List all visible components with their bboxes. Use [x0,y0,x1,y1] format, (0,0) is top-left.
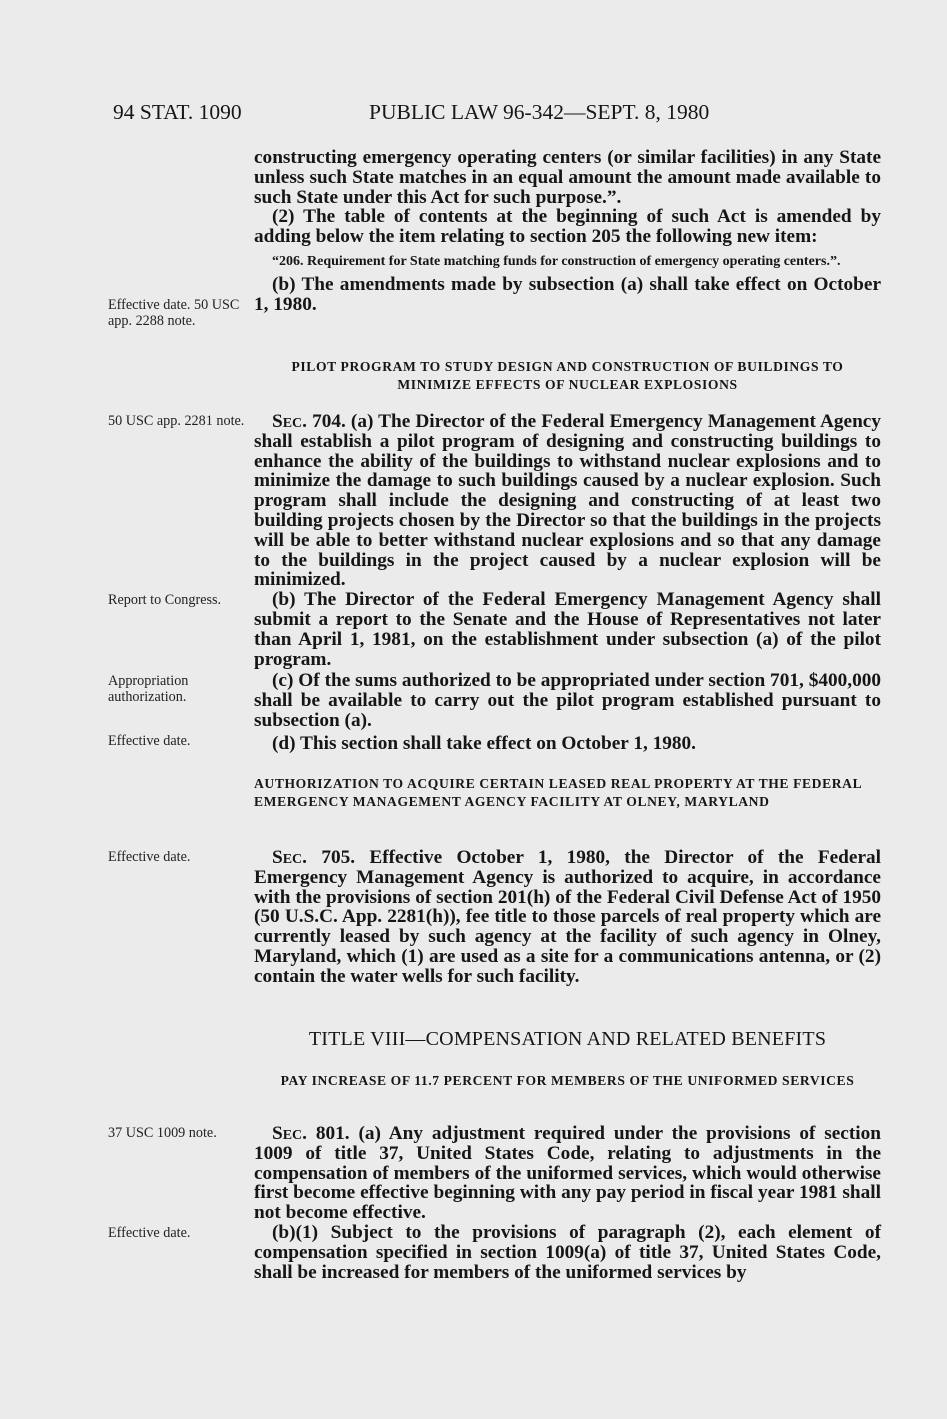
sec801-b: (b)(1) Subject to the provisions of paragraph (2), each element of compensation specified in section 1009(a) of title 37, United States Code, shall be increased for members of the uniformed services by [254,1221,881,1283]
body-block-1 [254,148,881,315]
sec704-a [254,412,881,590]
margin-note-effective-2288: Effective date. 50 USC app. 2288 note. [108,297,240,329]
sec704-b: (b) The Director of the Federal Emergency Management Agency shall submit a report to the Senate and the House of Representatives not later than April 1, 1981, on the establishment under subsection (a) of the pilot program. [254,589,881,670]
sec801-a [254,1124,881,1223]
heading-pay-increase: PAY INCREASE OF 11.7 PERCENT FOR MEMBERS OF THE UNIFORMED SERVICES [280,1073,855,1088]
margin-note-report: Report to Congress. [108,592,222,608]
sec-label: Sec. [272,411,307,432]
sec704-c: (c) Of the sums authorized to be appropriated under section 701, $400,000 shall be available to carry out the pilot program established pursuant to subsection (a). [254,670,881,731]
title-viii: TITLE VIII—COMPENSATION AND RELATED BENEFITS [308,1028,827,1050]
margin-note-effective-801b: Effective date. [108,1225,191,1241]
paragraph-b-effective: (b) The amendments made by subsection (a) shall take effect on October 1, 1980. [254,273,881,315]
table-item-206: “206. Requirement for State matching funds for construction of emergency operating centers.”. [272,253,841,269]
heading-pilot-program: PILOT PROGRAM TO STUDY DESIGN AND CONSTRUCTION OF BUILDINGS TO MINIMIZE EFFECTS OF NUCLEAR EXPLOSIONS [291,359,844,392]
running-header: PUBLIC LAW 96-342—SEPT. 8, 1980 [369,100,710,124]
sec705-body: 705. Effective October 1, 1980, the Director of the Federal Emergency Management Agency is authorized to acquire, in accordance with the provisions of section 201(h) of the Federal Civil Defense Act of 1950 (50 U.S.C. App. 2281(h)), fee title to those parcels of real property which are currently leased by such agency at the facility of such agency in Olney, Maryland, which (1) are used as a site for a communications antenna, or (2) contain the water wells for such facility. [254,847,882,987]
margin-note-1009: 37 USC 1009 note. [108,1125,217,1141]
heading-olney-property: AUTHORIZATION TO ACQUIRE CERTAIN LEASED REAL PROPERTY AT THE FEDERAL EMERGENCY MANAGEMENT AGENCY FACILITY AT OLNEY, MARYLAND [254,776,862,809]
margin-note-appropriation: Appropriation authorization. [108,673,189,705]
statute-page-number: 94 STAT. 1090 [113,100,242,124]
sec801-a-text: 801. (a) Any adjustment required under the provisions of section 1009 of title 37, United States Code, relating to adjustments in the compensation of members of the uniformed services, which would otherwise first become effective beginning with any pay period in fiscal year 1981 shall not become effective. [254,1123,881,1224]
sec-label: Sec. [272,847,307,868]
sec705-text [254,848,881,987]
sec704-a-text: 704. (a) The Director of the Federal Emergency Management Agency shall establish a pilot program of designing and constructing buildings to enhance the ability of the buildings to withstand nuclear explosions and to minimize the damage to such buildings caused by a nuclear explosion. Such program shall include the designing and constructing of at least two building projects chosen by the Director so that the buildings in the projects will be able to better withstand nuclear explosions and so that any damage to the buildings in the project caused by a nuclear explosion will be minimized. [254,411,881,591]
sec704-d: (d) This section shall take effect on October 1, 1980. [272,732,696,754]
paragraph-continuation: constructing emergency operating centers (or similar facilities) in any State unless such State matches in an equal amount the amount made available to such State under this Act for such purpose.”. [254,147,881,208]
sec-label: Sec. [272,1123,307,1144]
section-801 [254,1124,881,1282]
margin-note-effective-d: Effective date. [108,733,191,749]
paragraph-2: (2) The table of contents at the beginning of such Act is amended by adding below the item relating to section 205 the following new item: [254,206,881,248]
section-704 [254,412,881,754]
margin-note-effective-705: Effective date. [108,849,191,865]
margin-note-2281: 50 USC app. 2281 note. [108,413,245,429]
section-705 [254,848,881,987]
